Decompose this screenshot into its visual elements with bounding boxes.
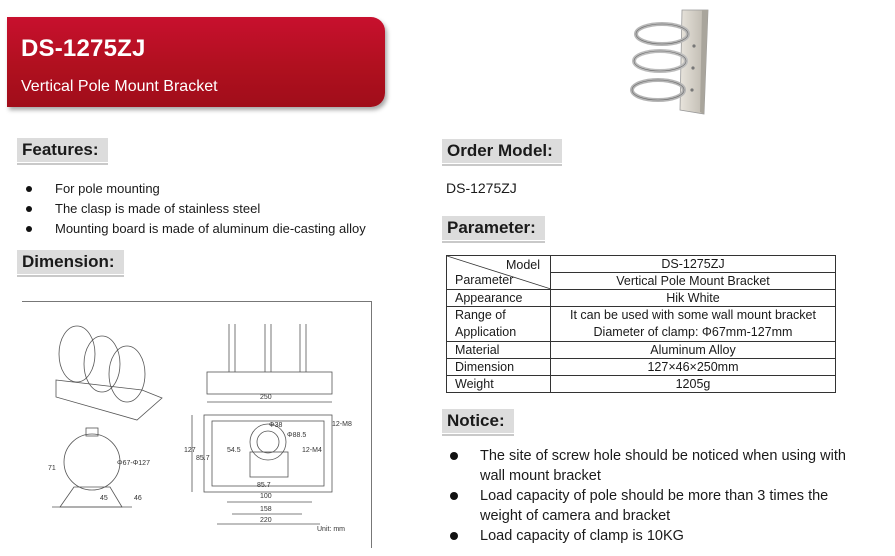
- table-row: [447, 290, 836, 307]
- dim-label: 12-M4: [302, 447, 322, 454]
- model-title: DS-1275ZJ: [21, 35, 146, 62]
- dim-label: 85.7: [196, 455, 210, 462]
- header-model-value: DS-1275ZJ: [551, 256, 835, 273]
- notice-heading: Notice:: [442, 409, 514, 433]
- list-item: Load capacity of clamp is 10KG: [450, 526, 872, 546]
- row-label: Range of Application: [447, 307, 551, 342]
- features-list: [22, 179, 412, 239]
- dim-label: Φ88.5: [287, 432, 307, 439]
- dim-label: 12-M8: [332, 421, 352, 428]
- dim-label: Φ38: [269, 422, 283, 429]
- table-row: [447, 342, 836, 359]
- parameter-table: [446, 255, 836, 393]
- row-value-line: It can be used with some wall mount bracket: [570, 308, 816, 322]
- dimension-heading: Dimension:: [17, 250, 124, 274]
- list-item: Load capacity of pole should be more than 3 times the weight of camera and bracket: [450, 486, 872, 526]
- notice-list: [450, 446, 872, 546]
- table-row: [447, 256, 836, 290]
- dim-label: 158: [260, 506, 272, 513]
- header-value-cell: [551, 256, 836, 290]
- dim-label: Φ67-Φ127: [117, 460, 150, 467]
- list-item: For pole mounting: [22, 179, 412, 199]
- title-banner: [7, 17, 385, 107]
- order-model-value: DS-1275ZJ: [446, 180, 517, 196]
- row-value: [551, 307, 836, 342]
- dimension-drawing-svg: [22, 302, 372, 549]
- product-image: [624, 6, 724, 116]
- order-model-heading: Order Model:: [442, 139, 562, 163]
- dim-label: 127: [184, 447, 196, 454]
- features-heading: Features:: [17, 138, 108, 162]
- list-item: Mounting board is made of aluminum die-casting alloy: [22, 219, 412, 239]
- row-value: Aluminum Alloy: [551, 342, 836, 359]
- product-subtitle: Vertical Pole Mount Bracket: [21, 78, 218, 95]
- list-item: The clasp is made of stainless steel: [22, 199, 412, 219]
- parameter-heading: Parameter:: [442, 216, 545, 240]
- dim-label: 45: [100, 495, 108, 502]
- table-row: [447, 307, 836, 342]
- header-diagonal-cell: [447, 256, 551, 290]
- row-label: Weight: [447, 376, 551, 393]
- dim-label: 100: [260, 493, 272, 500]
- row-value: 127×46×250mm: [551, 359, 836, 376]
- row-value: Hik White: [551, 290, 836, 307]
- header-model-label: Model: [505, 258, 540, 272]
- row-value-line: Diameter of clamp: Φ67mm-127mm: [593, 325, 793, 339]
- dim-label: 46: [134, 495, 142, 502]
- list-item: The site of screw hole should be noticed when using with wall mount bracket: [450, 446, 872, 486]
- row-value: 1205g: [551, 376, 836, 393]
- dimension-drawing: [22, 301, 372, 548]
- table-row: [447, 376, 836, 393]
- dim-label: 54.5: [227, 447, 241, 454]
- dim-label: 85.7: [257, 482, 271, 489]
- row-value: Vertical Pole Mount Bracket: [616, 274, 770, 288]
- dim-label: 250: [260, 394, 272, 401]
- row-label: Material: [447, 342, 551, 359]
- table-row: [447, 359, 836, 376]
- row-label: Dimension: [447, 359, 551, 376]
- dim-label: 71: [48, 465, 56, 472]
- dim-label: 220: [260, 517, 272, 524]
- row-label: Appearance: [447, 290, 551, 307]
- unit-label: Unit: mm: [317, 526, 345, 533]
- header-parameter-label: Parameter: [455, 273, 514, 287]
